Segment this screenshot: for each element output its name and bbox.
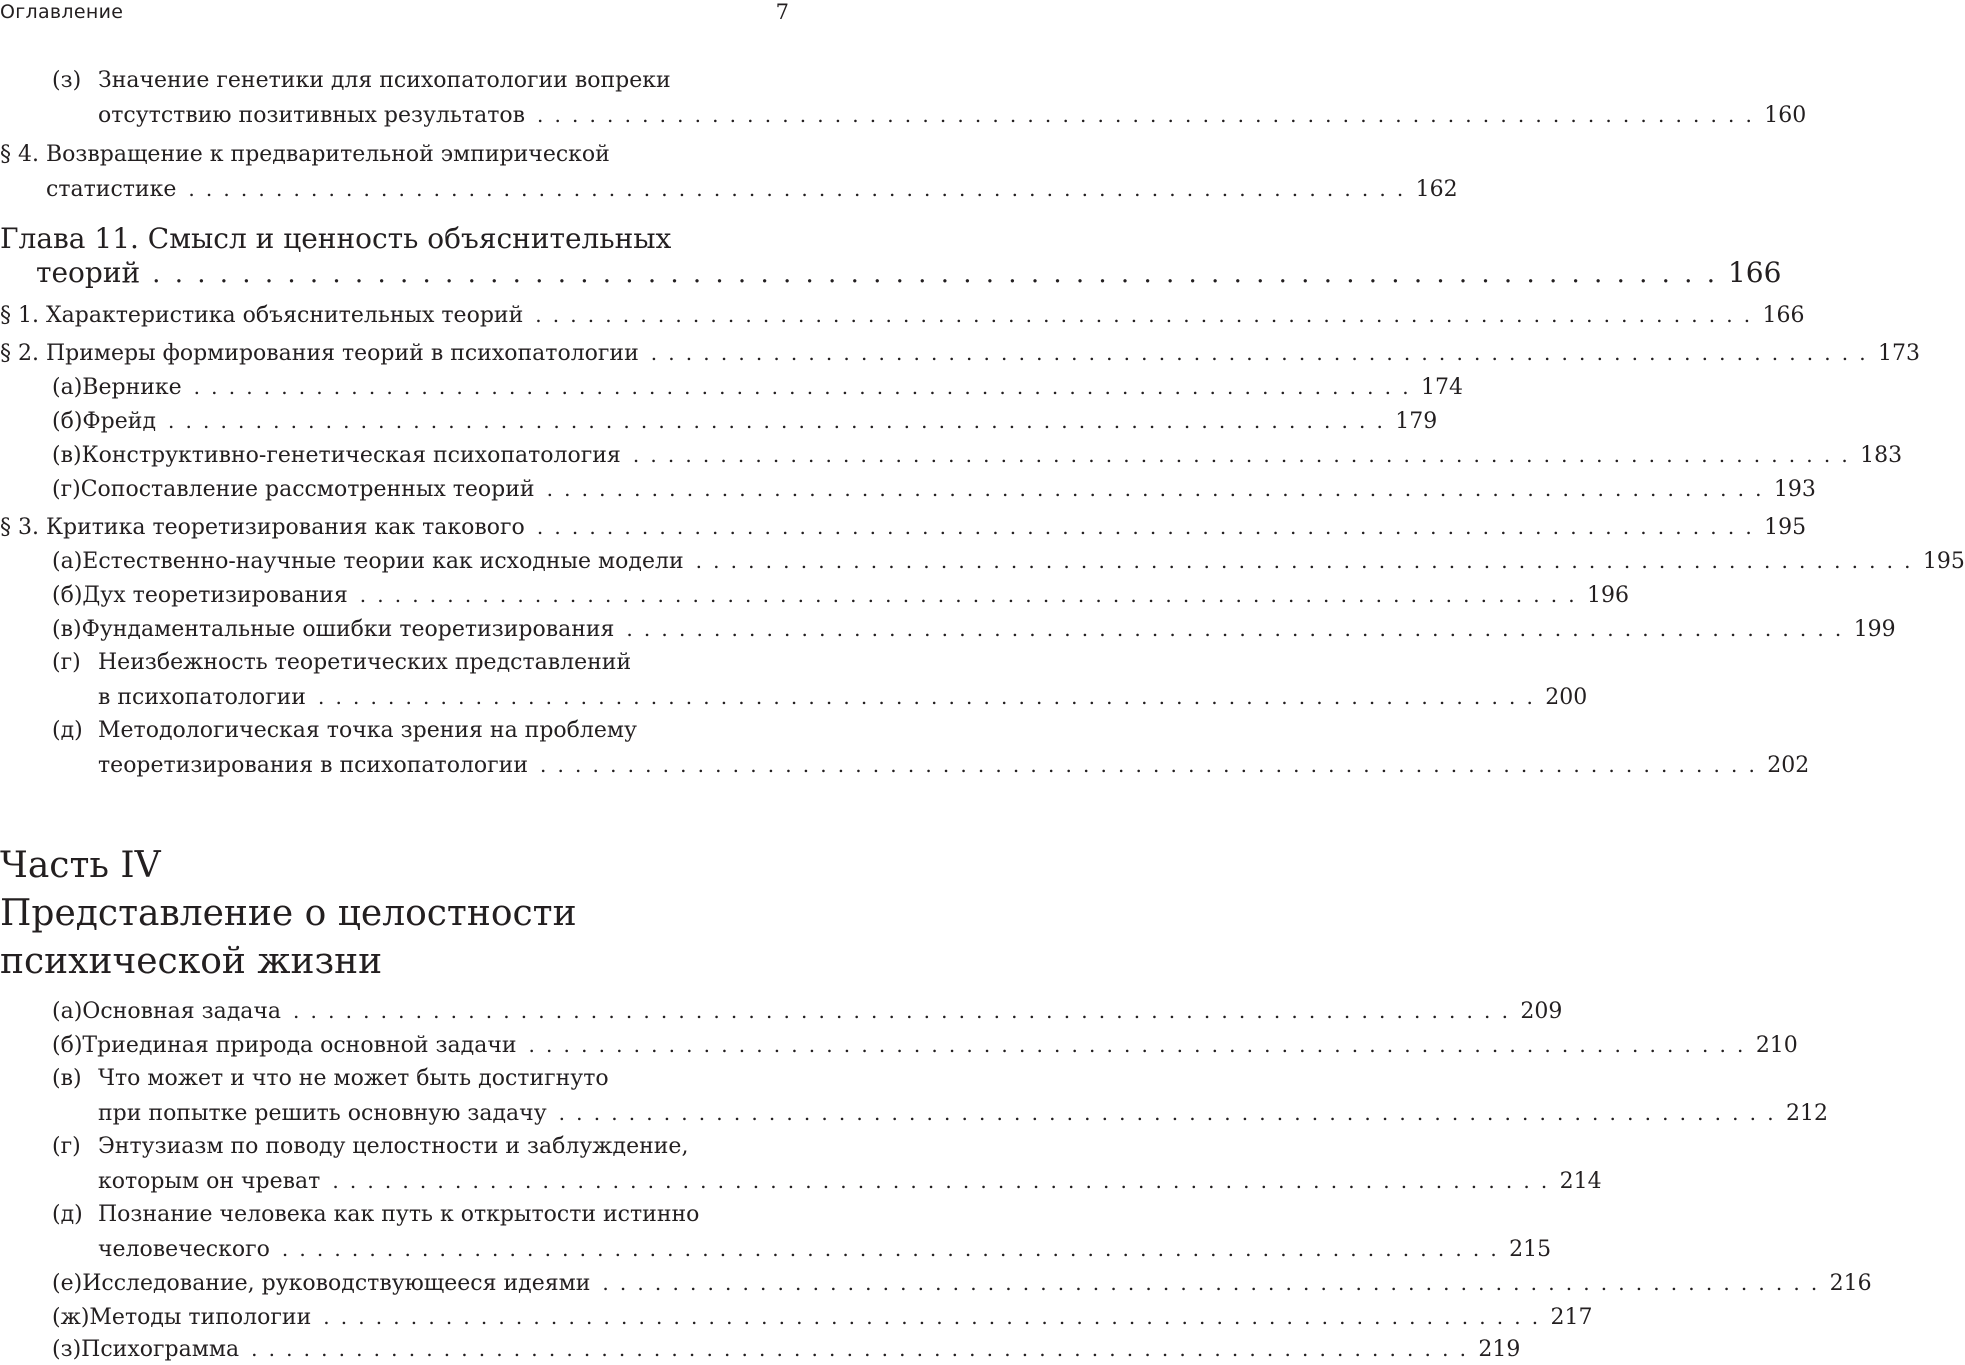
dot-leader: . . . . . . . . . . . . . . . . . . . . . . . . . . . . . . . . . . . . . . . . . . . . . . . . . . . . . . . . . . . . . . . . . . . . . . (537, 103, 1755, 127)
toc-page-number: 193 (1773, 477, 1816, 502)
toc-entry-text: Вернике (82, 375, 182, 400)
toc-entry-text: Познание человека как путь к открытости истинно (98, 1202, 700, 1227)
dot-leader: . . . . . . . . . . . . . . . . . . . . . . . . . . . . . . . . . . . . . . . . . . . . . . . . . . . . . . . . . . . . . . . . . . . . . . (332, 1169, 1550, 1193)
toc-page-number: 209 (1520, 999, 1563, 1024)
toc-line (52, 580, 1630, 610)
toc-line (52, 1064, 787, 1094)
toc-line (52, 648, 787, 678)
toc-marker: (в) (52, 443, 82, 468)
dot-leader: . . . . . . . . . . . . . . . . . . . . . . . . . . . . . . . . . . . . . . . . . . . . . . . . . . . . . . . . . . . . . . . . . . . . . . (650, 341, 1869, 365)
part-heading-title: Представление о целостности (0, 893, 577, 934)
toc-entry-text: Исследование, руководствующееся идеями (82, 1271, 591, 1296)
toc-line (0, 338, 1921, 368)
toc-marker: (в) (52, 617, 82, 642)
toc-page-number: 210 (1755, 1033, 1798, 1058)
toc-entry-text: отсутствию позитивных результатов (98, 103, 525, 128)
toc-page-number: 195 (1922, 549, 1965, 574)
toc-entry-text: Энтузиазм по поводу целостности и заблуждение, (98, 1134, 689, 1159)
toc-line (98, 682, 1588, 712)
toc-entry-text: § 4. Возвращение к предварительной эмпирической (0, 142, 610, 167)
dot-leader: . . . . . . . . . . . . . . . . . . . . . . . . . . . . . . . . . . . . . . . . . . . . . . . . . . . . . . . . . . . . . . . . . . . . . . (251, 1337, 1469, 1361)
chapter-title: теорий (36, 256, 141, 289)
dot-leader: . . . . . . . . . . . . . . . . . . . . . . . . . . . . . . . . . . . . . . . . . . . . . . . . . . . . . . . . . . . . . . . . . . . . . . (540, 753, 1758, 777)
toc-marker: (е) (52, 1271, 83, 1296)
toc-marker: (г) (52, 477, 81, 502)
toc-entry-text: Триединая природа основной задачи (82, 1033, 517, 1058)
toc-page-number: 195 (1764, 515, 1807, 540)
toc-page-number: 173 (1878, 341, 1921, 366)
dot-leader: . . . . . . . . . . . . . . . . . . . . . . . . . . . . . . . . . . . . . . . . . . . . . . . . . . . . . . . . . . . . . . . . . . . . . . (695, 549, 1913, 573)
dot-leader: . . . . . . . . . . . . . . . . . . . . . . . . . . . . . . . . . . . . . . . . . . . . . . . . . . . . . . . . . . . . . . . . . . . . . . (626, 617, 1844, 641)
dot-leader: . . . . . . . . . . . . . . . . . . . . . . . . . . . . . . . . . . . . . . . . . . . . . . . . . . . . . . . . . . . . . . . . . . . . . . (536, 515, 1755, 539)
running-head-section: Оглавление (0, 1, 124, 23)
running-head (0, 0, 795, 24)
toc-marker: (в) (52, 1066, 82, 1091)
toc-line (52, 1268, 1872, 1298)
toc-marker: (б) (52, 583, 83, 608)
dot-leader: . . . . . . . . . . . . . . . . . . . . . . . . . . . . . . . . . . . . . . . . . . . . . . . . . . . . . . . . . . . . . . . . . . . . . . (535, 303, 1753, 327)
toc-line (98, 1166, 1602, 1196)
toc-entry-text: статистике (46, 177, 177, 202)
toc-entry-text: человеческого (98, 1237, 270, 1262)
toc-marker: (а) (52, 549, 83, 574)
dot-leader: . . . . . . . . . . . . . . . . . . . . . . . . . . . . . . . . . . . . . . . . . . . . . . . . . . . . . . . . . . . . . . . . . . . . . . (546, 477, 1764, 501)
dot-leader: . . . . . . . . . . . . . . . . . . . . . . . . . . . . . . . . . . . . . . . . . . . . . . . . . . . . . . . . . . . . . . . . . . . . . . (188, 177, 1406, 201)
toc-page-number: 219 (1478, 1337, 1521, 1362)
toc-line (52, 1200, 787, 1230)
toc-line (52, 66, 787, 96)
toc-page-number: 160 (1764, 103, 1807, 128)
toc-entry-text: Дух теоретизирования (82, 583, 348, 608)
dot-leader: . . . . . . . . . . . . . . . . . . . . . . . . . . . . . . . . . . . . . . . . . . . . . . . . . . . . . . . . . . . . . . . . . . . . . . (359, 583, 1578, 607)
dot-leader: . . . . . . . . . . . . . . . . . . . . . . . . . . . . . . . . . . . . . . . . . . . . . . . . . . . . . . . . . . . . . . . . . . . . . . (528, 1033, 1746, 1057)
toc-marker: (а) (52, 375, 83, 400)
dot-leader: . . . . . . . . . . . . . . . . . . . . . . . . . . . . . . . . . . . . . . . . . . . . . . . . . . . . . . . . . . . . . . . . . . . . . . (152, 259, 1718, 289)
dot-leader: . . . . . . . . . . . . . . . . . . . . . . . . . . . . . . . . . . . . . . . . . . . . . . . . . . . . . . . . . . . . . . . . . . . . . . (281, 1237, 1500, 1261)
toc-entry-text: § 3. Критика теоретизирования как такового (0, 515, 525, 540)
toc-line (52, 716, 787, 746)
toc-page-number: 162 (1415, 177, 1458, 202)
toc-line (98, 1098, 1828, 1128)
dot-leader: . . . . . . . . . . . . . . . . . . . . . . . . . . . . . . . . . . . . . . . . . . . . . . . . . . . . . . . . . . . . . . . . . . . . . . (323, 1305, 1541, 1329)
chapter-title: Глава 11. Смысл и ценность объяснительных (0, 222, 672, 255)
toc-marker: (б) (52, 1033, 83, 1058)
dot-leader: . . . . . . . . . . . . . . . . . . . . . . . . . . . . . . . . . . . . . . . . . . . . . . . . . . . . . . . . . . . . . . . . . . . . . . (193, 375, 1411, 399)
dot-leader: . . . . . . . . . . . . . . . . . . . . . . . . . . . . . . . . . . . . . . . . . . . . . . . . . . . . . . . . . . . . . . . . . . . . . . (632, 443, 1851, 467)
dot-leader: . . . . . . . . . . . . . . . . . . . . . . . . . . . . . . . . . . . . . . . . . . . . . . . . . . . . . . . . . . . . . . . . . . . . . . (168, 409, 1386, 433)
chapter-line (0, 222, 787, 256)
toc-entry-text: Естественно-научные теории как исходные модели (82, 549, 684, 574)
toc-line (52, 372, 1463, 402)
toc-marker: (д) (52, 718, 83, 743)
toc-line (0, 300, 1805, 330)
toc-marker: (г) (52, 1134, 81, 1159)
toc-entry-text: Что может и что не может быть достигнуто (98, 1066, 609, 1091)
toc-page-number: 199 (1853, 617, 1896, 642)
toc-line (52, 996, 1563, 1026)
toc-page-number: 212 (1785, 1101, 1828, 1126)
chapter-line (36, 256, 1782, 290)
toc-line (52, 474, 1816, 504)
toc-entry-text: Методологическая точка зрения на проблему (98, 718, 637, 743)
toc-page-number: 183 (1860, 443, 1903, 468)
toc-page-number: 217 (1550, 1305, 1593, 1330)
toc-entry-text: Основная задача (82, 999, 282, 1024)
toc-line (52, 440, 1903, 470)
toc-line (52, 1334, 1521, 1364)
toc-page-number: 214 (1559, 1169, 1602, 1194)
dot-leader: . . . . . . . . . . . . . . . . . . . . . . . . . . . . . . . . . . . . . . . . . . . . . . . . . . . . . . . . . . . . . . . . . . . . . . (317, 685, 1536, 709)
toc-entry-text: теоретизирования в психопатологии (98, 753, 529, 778)
toc-entry-text: Методы типологии (89, 1305, 312, 1330)
toc-line (52, 1030, 1798, 1060)
toc-page-number: 179 (1395, 409, 1438, 434)
toc-marker: (д) (52, 1202, 83, 1227)
toc-page-number: 166 (1727, 256, 1782, 289)
toc-entry-text: Сопоставление рассмотренных теорий (80, 477, 535, 502)
toc-line (98, 100, 1807, 130)
toc-page-number: 174 (1420, 375, 1463, 400)
toc-line (52, 406, 1438, 436)
toc-page-number: 202 (1767, 753, 1810, 778)
dot-leader: . . . . . . . . . . . . . . . . . . . . . . . . . . . . . . . . . . . . . . . . . . . . . . . . . . . . . . . . . . . . . . . . . . . . . . (293, 999, 1511, 1023)
toc-line (52, 614, 1896, 644)
toc-line (52, 1132, 787, 1162)
toc-page-number: 166 (1762, 303, 1805, 328)
toc-line (0, 512, 1807, 542)
toc-line (0, 140, 787, 170)
toc-marker: (б) (52, 409, 83, 434)
toc-line (98, 750, 1810, 780)
toc-entry-text: в психопатологии (98, 685, 306, 710)
page-number: 7 (775, 0, 789, 24)
toc-line (52, 1302, 1593, 1332)
toc-page-number: 200 (1545, 685, 1588, 710)
toc-line (52, 546, 1965, 576)
dot-leader: . . . . . . . . . . . . . . . . . . . . . . . . . . . . . . . . . . . . . . . . . . . . . . . . . . . . . . . . . . . . . . . . . . . . . . (558, 1101, 1776, 1125)
toc-marker: (ж) (52, 1305, 90, 1330)
toc-entry-text: Фрейд (82, 409, 156, 434)
part-heading-title: психической жизни (0, 941, 383, 982)
toc-marker: (а) (52, 999, 83, 1024)
toc-line (46, 174, 1458, 204)
toc-marker: (з) (52, 68, 82, 93)
toc-marker: (з) (52, 1337, 82, 1362)
toc-entry-text: Фундаментальные ошибки теоретизирования (81, 617, 615, 642)
toc-marker: (г) (52, 650, 81, 675)
toc-entry-text: Конструктивно-генетическая психопатология (81, 443, 621, 468)
dot-leader: . . . . . . . . . . . . . . . . . . . . . . . . . . . . . . . . . . . . . . . . . . . . . . . . . . . . . . . . . . . . . . . . . . . . . . (602, 1271, 1820, 1295)
toc-entry-text: Значение генетики для психопатологии вопреки (98, 68, 671, 93)
toc-entry-text: Психограмма (81, 1337, 240, 1362)
part-heading-label: Часть IV (0, 845, 161, 886)
toc-entry-text: § 1. Характеристика объяснительных теорий (0, 303, 524, 328)
toc-entry-text: при попытке решить основную задачу (98, 1101, 547, 1126)
toc-entry-text: которым он чреват (98, 1169, 321, 1194)
toc-page-number: 196 (1587, 583, 1630, 608)
toc-page-number: 215 (1509, 1237, 1552, 1262)
toc-entry-text: § 2. Примеры формирования теорий в психопатологии (0, 341, 639, 366)
toc-page-number: 216 (1829, 1271, 1872, 1296)
toc-line (98, 1234, 1552, 1264)
toc-entry-text: Неизбежность теоретических представлений (98, 650, 632, 675)
